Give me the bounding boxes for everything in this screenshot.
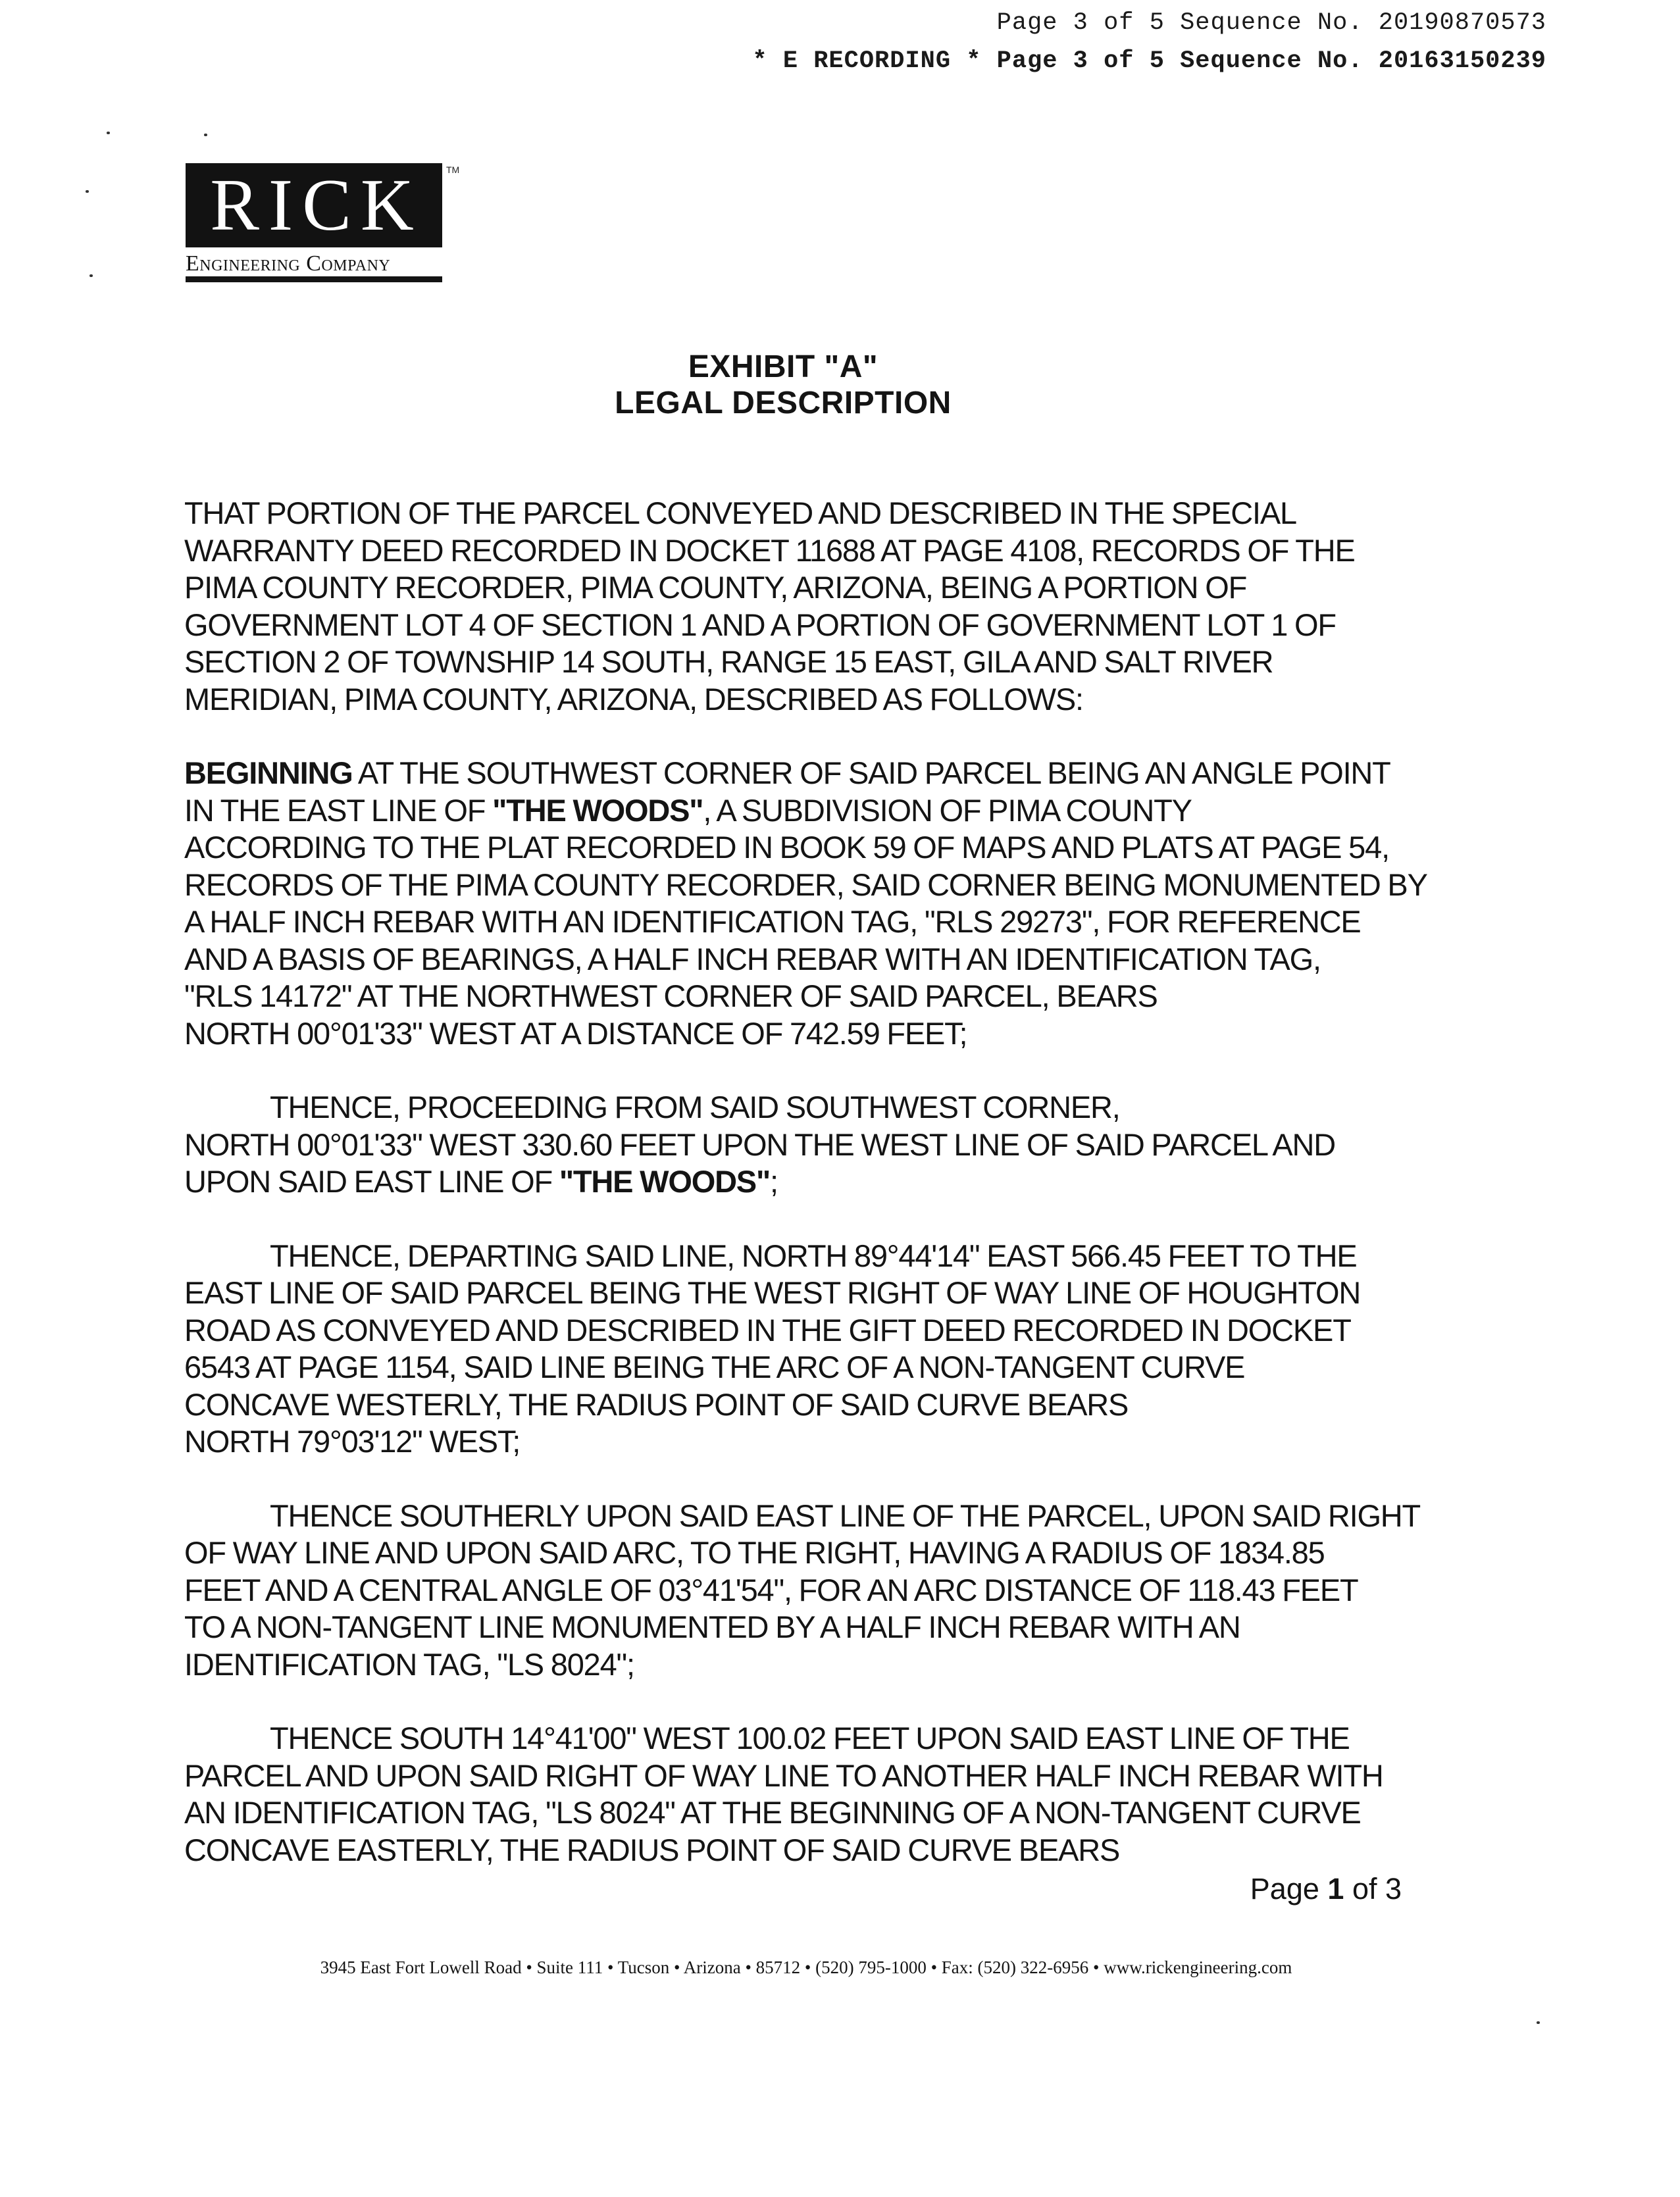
company-logo — [186, 163, 442, 282]
text-run: , A SUBDIVISION OF PIMA COUNTY — [703, 792, 1192, 828]
scan-speck — [1537, 2021, 1540, 2024]
text-run: AT THE SOUTHWEST CORNER OF SAID PARCEL BEING AN ANGLE POINT — [352, 755, 1390, 790]
logo-subtitle: Engineering Company — [186, 251, 442, 282]
text-line: WARRANTY DEED RECORDED IN DOCKET 11688 AT PAGE 4108, RECORDS OF THE — [184, 532, 1355, 568]
legal-description-body — [184, 495, 1500, 1906]
text-line — [184, 1163, 1500, 1201]
paragraph-thence-3 — [184, 1498, 1500, 1684]
text-line: CONCAVE WESTERLY, THE RADIUS POINT OF SAID CURVE BEARS — [184, 1386, 1129, 1422]
exhibit-title: EXHIBIT "A" — [688, 349, 878, 384]
text-run: UPON SAID EAST LINE OF — [184, 1164, 559, 1199]
text-line: 6543 AT PAGE 1154, SAID LINE BEING THE ARC OF A NON-TANGENT CURVE — [184, 1350, 1245, 1384]
text-line: AN IDENTIFICATION TAG, "LS 8024" AT THE BEGINNING OF A NON-TANGENT CURVE — [184, 1795, 1361, 1830]
text-line: ACCORDING TO THE PLAT RECORDED IN BOOK 59 OF MAPS AND PLATS AT PAGE 54, — [184, 830, 1389, 865]
paragraph-thence-4 — [184, 1720, 1500, 1869]
text-line: PIMA COUNTY RECORDER, PIMA COUNTY, ARIZONA, BEING A PORTION OF — [184, 570, 1247, 605]
scan-speck — [86, 190, 89, 193]
text-line: NORTH 00°01'33" WEST AT A DISTANCE OF 742.59 FEET; — [184, 1015, 967, 1051]
paragraph-intro — [184, 495, 1500, 718]
text-line: A HALF INCH REBAR WITH AN IDENTIFICATION TAG, "RLS 29273", FOR REFERENCE — [184, 904, 1361, 939]
page-number — [1119, 1872, 1402, 1906]
text-line: AND A BASIS OF BEARINGS, A HALF INCH REBAR WITH AN IDENTIFICATION TAG, — [184, 941, 1321, 976]
beginning-keyword: BEGINNING — [184, 755, 353, 790]
paragraph-thence-1 — [184, 1089, 1500, 1201]
text-line — [184, 792, 1500, 830]
text-line: MERIDIAN, PIMA COUNTY, ARIZONA, DESCRIBED AS FOLLOWS: — [184, 681, 1083, 717]
scan-speck — [89, 274, 93, 277]
text-line: "RLS 14172" AT THE NORTHWEST CORNER OF SAID PARCEL, BEARS — [184, 978, 1158, 1013]
company-address-footer: 3945 East Fort Lowell Road • Suite 111 • Tucson • Arizona • 85712 • (520) 795-1000 • Fax: (520) 322-6956 • www.rickengineering.com — [320, 1957, 1292, 1977]
text-line: GOVERNMENT LOT 4 OF SECTION 1 AND A PORTION OF GOVERNMENT LOT 1 OF — [184, 607, 1336, 642]
text-line: RECORDS OF THE PIMA COUNTY RECORDER, SAID CORNER BEING MONUMENTED BY — [184, 867, 1427, 902]
scan-speck — [107, 132, 110, 134]
text-line: THAT PORTION OF THE PARCEL CONVEYED AND DESCRIBED IN THE SPECIAL — [184, 495, 1296, 530]
text-run: IN THE EAST LINE OF — [184, 792, 493, 828]
text-line: EAST LINE OF SAID PARCEL BEING THE WEST RIGHT OF WAY LINE OF HOUGHTON — [184, 1275, 1361, 1310]
text-line: SECTION 2 OF TOWNSHIP 14 SOUTH, RANGE 15 EAST, GILA AND SALT RIVER — [184, 644, 1273, 679]
text-line: THENCE SOUTH 14°41'00" WEST 100.02 FEET UPON SAID EAST LINE OF THE — [270, 1721, 1350, 1755]
text-line — [184, 755, 1500, 792]
subdivision-name: "THE WOODS" — [559, 1164, 771, 1199]
exhibit-subtitle: LEGAL DESCRIPTION — [615, 386, 952, 420]
text-line: THENCE SOUTHERLY UPON SAID EAST LINE OF THE PARCEL, UPON SAID RIGHT — [270, 1498, 1421, 1533]
recording-stamp-line-1: Page 3 of 5 Sequence No. 20190870573 — [996, 9, 1546, 37]
text-line: TO A NON-TANGENT LINE MONUMENTED BY A HALF INCH REBAR WITH AN — [184, 1609, 1240, 1644]
text-line: PARCEL AND UPON SAID RIGHT OF WAY LINE TO ANOTHER HALF INCH REBAR WITH — [184, 1757, 1383, 1793]
paragraph-beginning — [184, 755, 1500, 1052]
scan-speck — [204, 134, 207, 136]
text-line: THENCE, DEPARTING SAID LINE, NORTH 89°44'14" EAST 566.45 FEET TO THE — [270, 1238, 1357, 1273]
text-line: FEET AND A CENTRAL ANGLE OF 03°41'54", FOR AN ARC DISTANCE OF 118.43 FEET — [184, 1572, 1358, 1607]
page-current: 1 — [1327, 1872, 1344, 1906]
text-line: OF WAY LINE AND UPON SAID ARC, TO THE RIGHT, HAVING A RADIUS OF 1834.85 — [184, 1535, 1325, 1570]
subdivision-name: "THE WOODS" — [492, 792, 703, 828]
page-total: of 3 — [1344, 1872, 1402, 1906]
text-line: CONCAVE EASTERLY, THE RADIUS POINT OF SAID CURVE BEARS — [184, 1832, 1120, 1867]
text-line: THENCE, PROCEEDING FROM SAID SOUTHWEST CORNER, — [270, 1090, 1120, 1124]
logo-trademark: TM — [446, 164, 460, 175]
paragraph-thence-2 — [184, 1238, 1500, 1461]
recording-stamp-line-2: * E RECORDING * Page 3 of 5 Sequence No. 20163150239 — [752, 47, 1546, 75]
text-line: NORTH 00°01'33" WEST 330.60 FEET UPON THE WEST LINE OF SAID PARCEL AND — [184, 1126, 1335, 1162]
text-line: NORTH 79°03'12" WEST; — [184, 1424, 521, 1459]
page-prefix: Page — [1250, 1872, 1328, 1906]
logo-wordmark: RICK — [186, 163, 442, 247]
text-run: ; — [770, 1164, 778, 1199]
text-line: ROAD AS CONVEYED AND DESCRIBED IN THE GIFT DEED RECORDED IN DOCKET — [184, 1312, 1351, 1348]
text-line: IDENTIFICATION TAG, "LS 8024"; — [184, 1646, 634, 1682]
